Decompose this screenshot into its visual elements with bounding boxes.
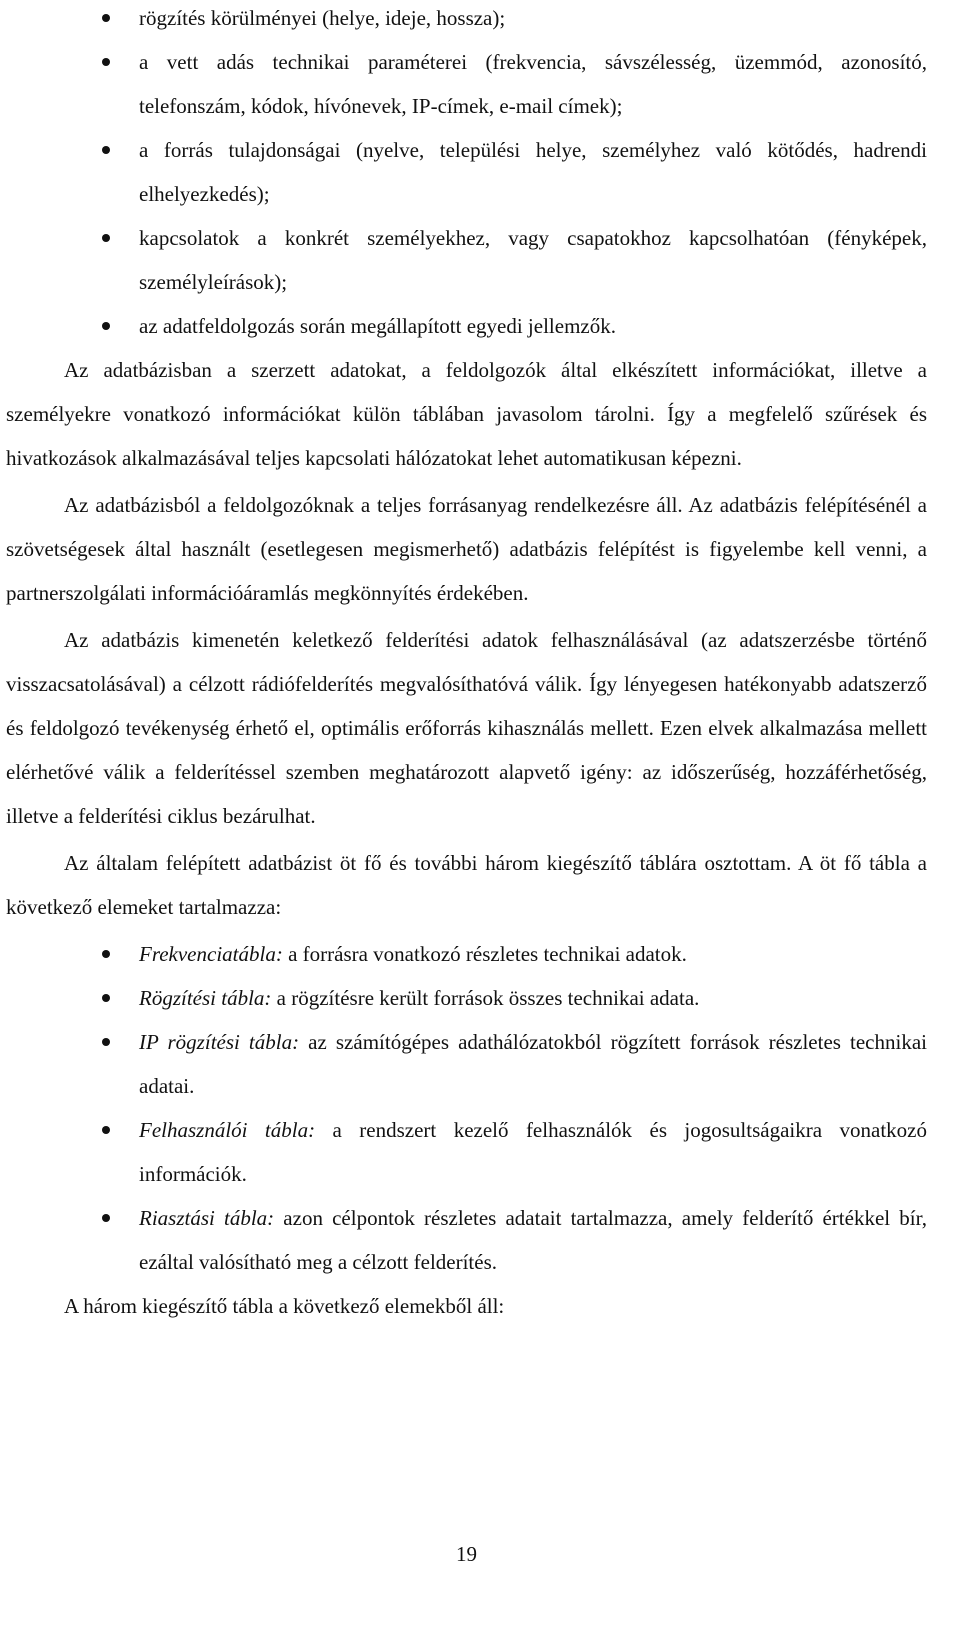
paragraph-database-structure: Az általam felépített adatbázist öt fő és további három kiegészítő táblára osztottam. A öt fő tábla a következő elemeket tartalmazza: <box>6 851 927 919</box>
list-item <box>6 128 927 216</box>
list-item <box>6 0 927 40</box>
table-description: az számítógépes adathálózatokból rögzített források részletes technikai adatai. <box>139 1030 927 1098</box>
list-item <box>6 1108 927 1196</box>
bullet-icon <box>102 1038 110 1046</box>
bullet-icon <box>102 14 110 22</box>
document-page <box>6 0 927 1625</box>
list-item <box>6 932 927 976</box>
main-tables-list <box>6 932 927 1284</box>
table-name: Rögzítési tábla: <box>139 986 272 1010</box>
bullet-icon <box>102 322 110 330</box>
bullet-icon <box>102 994 110 1002</box>
table-name: IP rögzítési tábla: <box>139 1030 300 1054</box>
list-item-text: rögzítés körülményei (helye, ideje, hossza); <box>139 6 506 30</box>
bullet-icon <box>102 950 110 958</box>
list-item <box>6 40 927 128</box>
list-item-text: kapcsolatok a konkrét személyekhez, vagy csapatokhoz kapcsolhatóan (fényképek, személyleírások); <box>139 226 927 294</box>
table-description: a rendszert kezelő felhasználók és jogosultságaikra vonatkozó információk. <box>139 1118 927 1186</box>
table-name: Felhasználói tábla: <box>139 1118 316 1142</box>
list-item-text: a forrás tulajdonságai (nyelve, települési helye, személyhez való kötődés, hadrendi elhelyezkedés); <box>139 138 927 206</box>
paragraph-supplementary-tables: A három kiegészítő tábla a következő elemekből áll: <box>64 1294 505 1318</box>
paragraph-database-source: Az adatbázisból a feldolgozóknak a teljes forrásanyag rendelkezésre áll. Az adatbázis felépítésénél a szövetségesek által használt (esetlegesen megismerhető) adatbázis felépítést is figyelembe kell venni, a partnerszolgálati információáramlás megkönnyítés érdekében. <box>6 493 927 605</box>
paragraph-database-output: Az adatbázis kimenetén keletkező felderítési adatok felhasználásával (az adatszerzésbe történő visszacsatolásával) a célzott rádiófelderítés megvalósíthatóvá válik. Így lényegesen hatékonyabb adatszerző és feldolgozó tevékenység érhető el, optimális erőforrás kihasználás mellett. Ezen elvek alkalmazása mellett elérhetővé válik a felderítéssel szemben meghatározott alapvető igény: az időszerűség, hozzáférhetőség, illetve a felderítési ciklus bezárulhat. <box>6 628 927 828</box>
list-item-text: az adatfeldolgozás során megállapított egyedi jellemzők. <box>139 314 616 338</box>
table-name: Riasztási tábla: <box>139 1206 275 1230</box>
bullet-icon <box>102 1214 110 1222</box>
recording-attributes-list <box>6 0 927 348</box>
bullet-icon <box>102 1126 110 1134</box>
list-item <box>6 304 927 348</box>
list-item <box>6 1196 927 1284</box>
table-name: Frekvenciatábla: <box>139 942 283 966</box>
bullet-icon <box>102 234 110 242</box>
list-item <box>6 1020 927 1108</box>
paragraph-database-storage: Az adatbázisban a szerzett adatokat, a feldolgozók által elkészített információkat, illetve a személyekre vonatkozó információkat külön táblában javasolom tárolni. Így a megfelelő szűrések és hivatkozások alkalmazásával teljes kapcsolati hálózatokat lehet automatikusan képezni. <box>6 358 927 470</box>
table-description: a forrásra vonatkozó részletes technikai adatok. <box>282 942 687 966</box>
bullet-icon <box>102 146 110 154</box>
page-number: 19 <box>456 1542 477 1566</box>
table-description: a rögzítésre került források összes technikai adata. <box>271 986 700 1010</box>
table-description: azon célpontok részletes adatait tartalmazza, amely felderítő értékkel bír, ezáltal valósítható meg a célzott felderítés. <box>139 1206 927 1274</box>
list-item <box>6 976 927 1020</box>
list-item-text: a vett adás technikai paraméterei (frekvencia, sávszélesség, üzemmód, azonosító, telefonszám, kódok, hívónevek, IP-címek, e-mail címek); <box>139 50 927 118</box>
list-item <box>6 216 927 304</box>
bullet-icon <box>102 58 110 66</box>
